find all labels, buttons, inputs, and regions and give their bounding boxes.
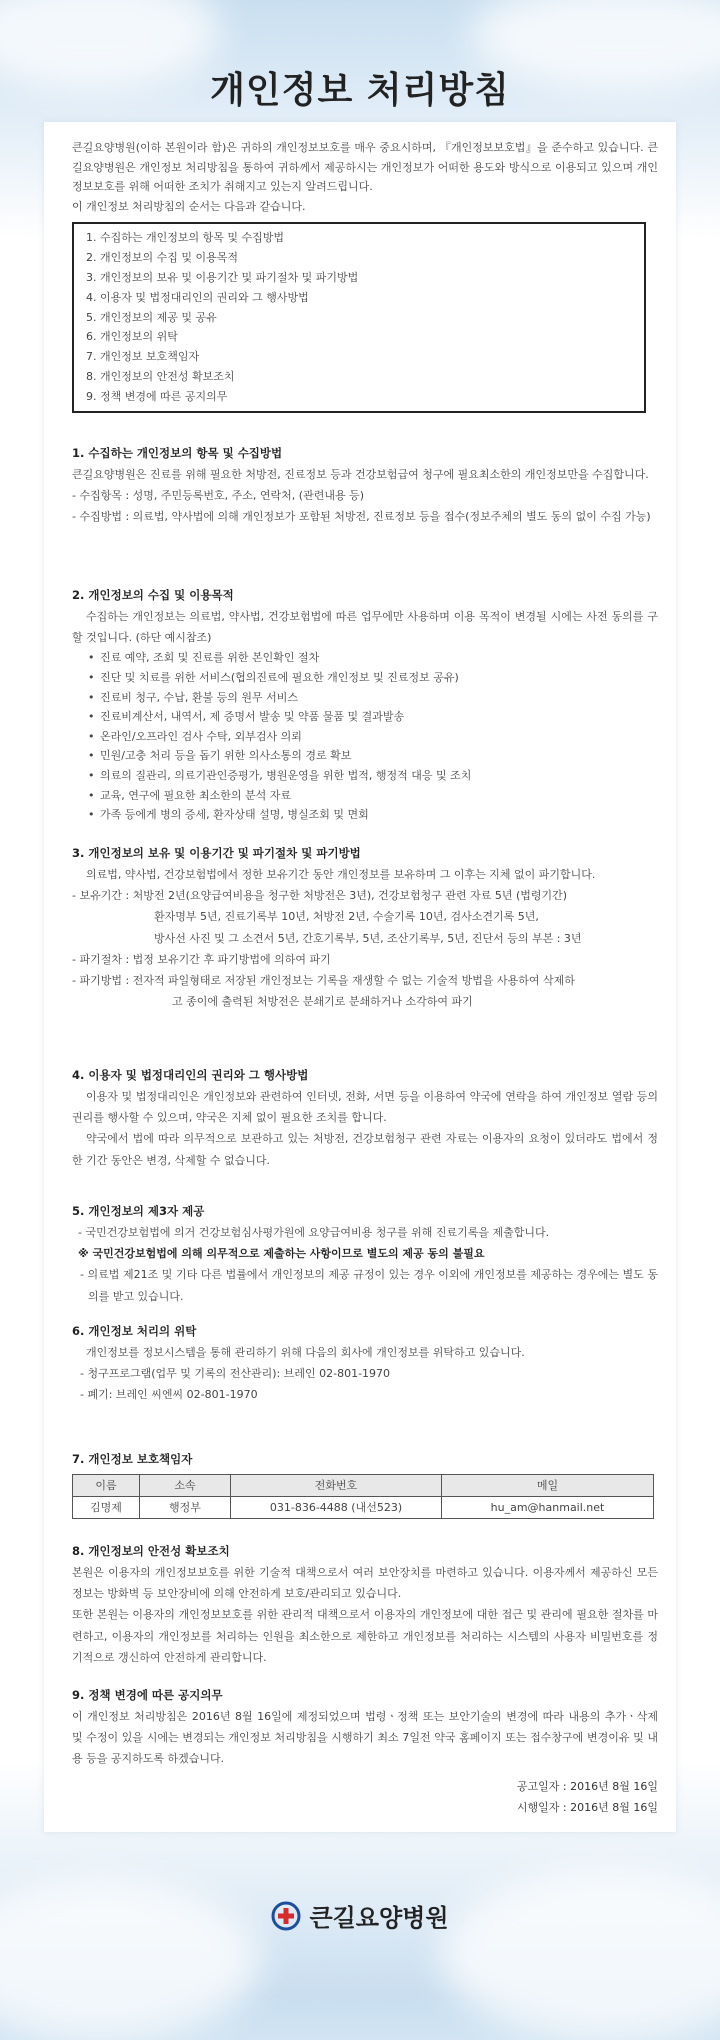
policy-document	[44, 122, 676, 1832]
section-2	[72, 584, 658, 825]
toc-item: 5. 개인정보의 제공 및 공유	[86, 310, 217, 324]
section-heading: 1. 수집하는 개인정보의 항목 및 수집방법	[72, 446, 283, 460]
effective-date: 시행일자 : 2016년 8월 16일	[516, 1801, 658, 1814]
toc-item: 9. 정책 변경에 따른 공지의무	[86, 389, 228, 403]
provision-note: ※ 국민건강보험법에 의해 의무적으로 제출하는 사항이므로 별도의 제공 동의 불필요	[78, 1247, 485, 1261]
destruction-procedure: - 파기절차 : 법정 보유기간 후 파기방법에 의하여 파기	[72, 952, 331, 966]
provision-line: - 의료법 제21조 및 기타 다른 법률에서 개인정보의 제공 규정이 있는 경우 이외에 개인정보를 제공하는 경우에는 별도 동의를 받고 있습니다.	[80, 1268, 658, 1303]
collection-items: - 수집항목 : 성명, 주민등록번호, 주소, 연락처, (관련내용 등)	[72, 489, 364, 503]
section-3	[72, 842, 658, 1012]
section-heading: 5. 개인정보의 제3자 제공	[72, 1204, 205, 1218]
table-cell: 김명제	[73, 1497, 140, 1519]
page-title: 개인정보 처리방침	[210, 70, 510, 111]
list-item: • 진료비계산서, 내역서, 제 증명서 발송 및 약품 물품 및 결과발송	[72, 707, 658, 727]
list-item: • 가족 등에게 병의 증세, 환자상태 설명, 병실조회 및 면회	[72, 805, 658, 825]
collection-method: - 수집방법 : 의료법, 약사법에 의해 개인정보가 포함된 처방전, 진료정보 등을 접수(정보주체의 별도 동의 없이 수집 가능)	[72, 510, 651, 524]
destruction-method: - 파기방법 : 전자적 파일형태로 저장된 개인정보는 기록을 재생할 수 없는 기술적 방법을 사용하여 삭제하	[72, 974, 575, 988]
section-heading: 4. 이용자 및 법정대리인의 권리와 그 행사방법	[72, 1068, 309, 1082]
footer	[0, 1898, 720, 1935]
provision-line: - 국민건강보험법에 의거 건강보험심사평가원에 요양급여비용 청구를 위해 진료기록을 제출합니다.	[78, 1226, 550, 1239]
section-5	[72, 1200, 658, 1307]
hospital-name: 큰길요양병원	[309, 1904, 449, 1932]
section-6	[72, 1320, 658, 1406]
section-body: 개인정보를 정보시스템을 통해 관리하기 위해 다음의 회사에 개인정보를 위탁하고 있습니다.	[86, 1346, 525, 1359]
toc-item: 7. 개인정보 보호책임자	[86, 350, 200, 364]
entrustment-line: - 폐기: 브레인 씨엔씨 02-801-1970	[80, 1388, 258, 1402]
retention-period-line: 환자명부 5년, 진료기록부 10년, 처방전 2년, 수술기록 10년, 검사소견기록 5년,	[154, 910, 539, 924]
section-heading: 3. 개인정보의 보유 및 이용기간 및 파기절차 및 파기방법	[72, 846, 361, 860]
toc-item: 2. 개인정보의 수집 및 이용목적	[86, 251, 238, 265]
section-heading: 9. 정책 변경에 따른 공지의무	[72, 1688, 223, 1702]
section-body: 약국에서 법에 따라 의무적으로 보관하고 있는 처방전, 건강보험청구 관련 자료는 이용자의 요청이 있더라도 법에서 정한 기간 동안은 변경, 삭제할 수 없습니다.	[72, 1132, 658, 1167]
section-body: 의료법, 약사법, 건강보험법에서 정한 보유기간 동안 개인정보를 보유하며 그 이후는 지체 없이 파기합니다.	[86, 868, 596, 881]
intro-paragraph: 큰길요양병원(이하 본원이라 함)은 귀하의 개인정보보호를 매우 중요시하며, 『개인정보보호법』을 준수하고 있습니다. 큰길요양병원은 개인정보 처리방침을 통하여 귀하께서 제공하시는 개인정보가 어떠한 용도와 방식으로 이용되고 있으며 개인정보보호를 위해 어떠한 조치가 취해지고 있는지 알려드립니다.	[72, 141, 658, 194]
toc-item: 6. 개인정보의 위탁	[86, 330, 178, 344]
dates-block	[72, 1776, 658, 1818]
table-header: 소속	[140, 1475, 231, 1497]
toc-item: 3. 개인정보의 보유 및 이용기간 및 파기절차 및 파기방법	[86, 270, 359, 284]
section-7	[72, 1448, 658, 1519]
section-body: 큰길요양병원은 진료를 위해 필요한 처방전, 진료정보 등과 건강보험급여 청구에 필요최소한의 개인정보만을 수집합니다.	[72, 468, 649, 481]
section-heading: 7. 개인정보 보호책임자	[72, 1452, 193, 1466]
list-item: • 진료 예약, 조회 및 진료를 위한 본인확인 절차	[72, 648, 658, 668]
table-header: 이름	[73, 1475, 140, 1497]
section-heading: 8. 개인정보의 안전성 확보조치	[72, 1544, 230, 1558]
section-body: 또한 본원는 이용자의 개인정보보호를 위한 관리적 대책으로서 이용자의 개인정보에 대한 접근 및 관리에 필요한 절차를 마련하고, 이용자의 개인정보를 처리하는 인원을 최소한으로 제한하고 개인정보를 처리하는 시스템의 사용자 비밀번호를 정기적으로 갱신하여 안전하게 관리합니다.	[72, 1608, 658, 1664]
section-heading: 2. 개인정보의 수집 및 이용목적	[72, 588, 234, 602]
list-item: • 민원/고충 처리 등을 돕기 위한 의사소통의 경로 확보	[72, 746, 658, 766]
section-9	[72, 1684, 658, 1770]
list-item: • 의료의 질관리, 의료기관인증평가, 병원운영을 위한 법적, 행정적 대응 및 조치	[72, 766, 658, 786]
list-item: • 진료비 청구, 수납, 환불 등의 원무 서비스	[72, 688, 658, 708]
section-8	[72, 1540, 658, 1668]
section-body: 수집하는 개인정보는 의료법, 약사법, 건강보험법에 따른 업무에만 사용하며 이용 목적이 변경될 시에는 사전 동의를 구할 것입니다. (하단 예시참조)	[72, 610, 658, 645]
table-cell: 행정부	[140, 1497, 231, 1519]
table-cell: 031-836-4488 (내선523)	[231, 1497, 442, 1519]
intro-section	[72, 138, 658, 413]
intro-order-line: 이 개인정보 처리방침의 순서는 다음과 같습니다.	[72, 199, 306, 213]
list-item: • 진단 및 치료를 위한 서비스(협의진료에 필요한 개인정보 및 진료정보 공유)	[72, 668, 658, 688]
toc-item: 1. 수집하는 개인정보의 항목 및 수집방법	[86, 231, 284, 245]
section-1	[72, 442, 658, 528]
background-cloud	[440, 1870, 720, 2040]
table-header: 메일	[442, 1475, 654, 1497]
destruction-method-line: 고 종이에 출력된 처방전은 분쇄기로 분쇄하거나 소각하여 파기	[172, 995, 473, 1009]
entrustment-line: - 청구프로그램(업무 및 기록의 전산관리): 브레인 02-801-1970	[80, 1367, 391, 1381]
toc-item: 4. 이용자 및 법정대리인의 권리와 그 행사방법	[86, 290, 309, 304]
section-body: 이용자 및 법정대리인은 개인정보와 관련하여 인터넷, 전화, 서면 등을 이용하여 약국에 연락을 하여 개인정보 열람 등의 권리를 행사할 수 있으며, 약국은 지체 없이 필요한 조치를 합니다.	[72, 1090, 658, 1125]
table-header: 전화번호	[231, 1475, 442, 1497]
section-body: 이 개인정보 처리방침은 2016년 8월 16일에 제정되었으며 법령ㆍ정책 또는 보안기술의 변경에 따라 내용의 추가ㆍ삭제 및 수정이 있을 시에는 변경되는 개인정보 처리방침을 시행하기 최소 7일전 약국 홈페이지 또는 접수창구에 변경이유 및 내용 등을 공지하도록 하겠습니다.	[72, 1710, 658, 1766]
hospital-cross-icon	[271, 1901, 301, 1931]
table-row	[73, 1497, 654, 1519]
table-cell: hu_am@hanmail.net	[442, 1497, 654, 1519]
retention-period: - 보유기간 : 처방전 2년(요양급여비용을 청구한 처방전은 3년), 건강보험청구 관련 자료 5년 (법령기간)	[72, 889, 568, 903]
section-body: 본원은 이용자의 개인정보보호를 위한 기술적 대책으로서 여러 보안장치를 마련하고 있습니다. 이용자께서 제공하신 모든 정보는 방화벽 등 보안장비에 의해 안전하게 보호/관리되고 있습니다.	[72, 1566, 658, 1601]
toc-item: 8. 개인정보의 안전성 확보조치	[86, 369, 235, 383]
list-item: • 교육, 연구에 필요한 최소한의 분석 자료	[72, 786, 658, 806]
privacy-officer-table	[72, 1474, 654, 1519]
section-4	[72, 1064, 658, 1171]
hospital-logo	[271, 1898, 448, 1933]
announcement-date: 공고일자 : 2016년 8월 16일	[516, 1780, 658, 1793]
section-heading: 6. 개인정보 처리의 위탁	[72, 1324, 197, 1338]
list-item: • 온라인/오프라인 검사 수탁, 외부검사 의뢰	[72, 727, 658, 747]
retention-period-line: 방사선 사진 및 그 소견서 5년, 간호기록부, 5년, 조산기록부, 5년, 진단서 등의 부본 : 3년	[154, 931, 582, 945]
table-of-contents	[72, 222, 646, 412]
